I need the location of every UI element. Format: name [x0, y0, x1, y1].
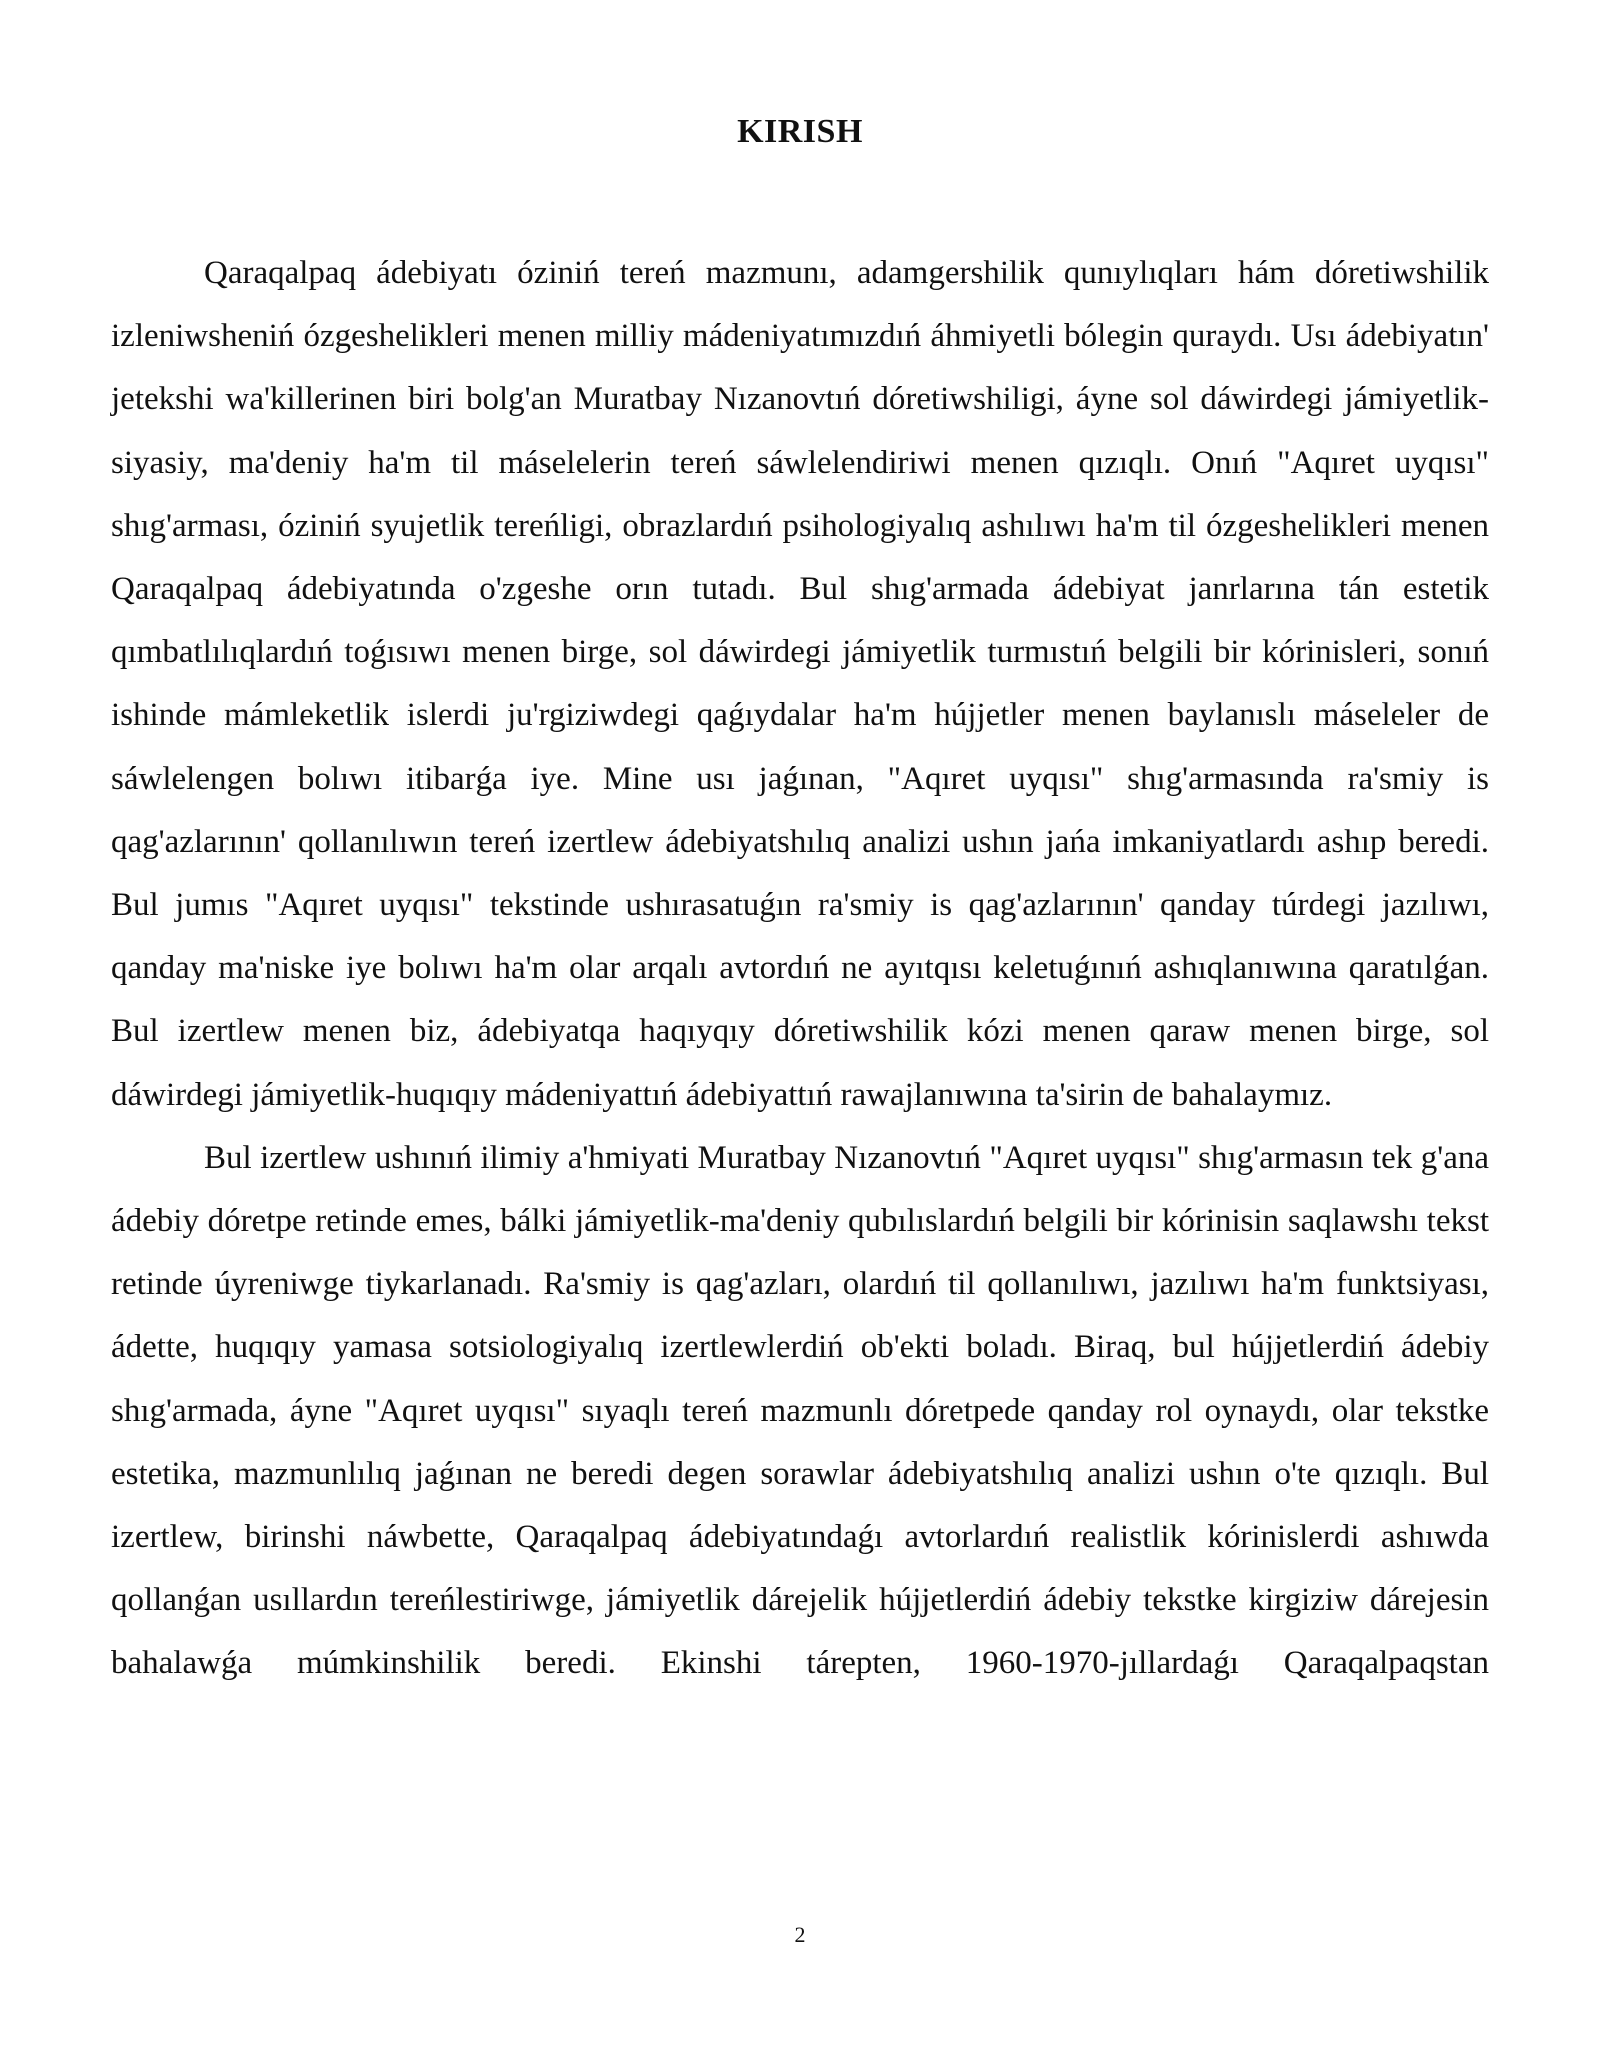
paragraph-scientific-importance: Bul izertlew ushınıń ilimiy a'hmiyati Muratbay Nızanovtıń "Aqıret uyqısı" shıg'armasın tek g'ana ádebiy dóretpe retinde emes, bálki jámiyetlik-ma'deniy qubılıslardıń belgili bir kórinisin saqlawshı tekst retinde úyreniwge tiykarlanadı. Ra'smiy is qag'azları, olardıń til qollanılıwı, jazılıwı ha'm funktsiyası, ádette, huqıqıy yamasa sotsiologiyalıq izertlewlerdiń ob'ekti boladı. Biraq, bul hújjetlerdiń ádebiy shıg'armada, áyne "Aqıret uyqısı" sıyaqlı tereń mazmunlı dóretpede qanday rol oynaydı, olar tekstke estetika, mazmunlılıq jaǵınan ne beredi degen sorawlar ádebiyatshılıq analizi ushın o'te qızıqlı. Bul izertlew, birinshi náwbette, Qaraqalpaq ádebiyatındaǵı avtorlardıń realistlik kórinislerdi ashıwda qollanǵan usıllardın tereńlestiriwge, jámiyetlik dárejelik hújjetlerdiń ádebiy tekstke kirgiziw dárejesin bahalawǵa múmkinshilik beredi. Ekinshi tárepten, 1960-1970-jıllardaǵı Qaraqalpaqstan — [111, 1139, 1489, 1682]
page-heading: KIRISH — [737, 113, 863, 150]
document-body — [111, 242, 1489, 1696]
page-number: 2 — [794, 1922, 806, 1947]
paragraph-introduction: Qaraqalpaq ádebiyatı óziniń tereń mazmunı, adamgershilik qunıylıqları hám dóretiwshilik izleniwsheniń ózgeshelikleri menen milliy mádeniyatımızdıń áhmiyetli bólegin quraydı. Usı ádebiyatın' jetekshi wa'killerinen biri bolg'an Muratbay Nızanovtıń dóretiwshiligi, áyne sol dáwirdegi jámiyetlik-siyasiy, ma'deniy ha'm til máselelerin tereń sáwlelendiriwi menen qızıqlı. Onıń "Aqıret uyqısı" shıg'arması, óziniń syujetlik tereńligi, obrazlardıń psihologiyalıq ashılıwı ha'm til ózgeshelikleri menen Qaraqalpaq ádebiyatında o'zgeshe orın tutadı. Bul shıg'armada ádebiyat janrlarına tán estetik qımbatlılıqlardıń toǵısıwı menen birge, sol dáwirdegi jámiyetlik turmıstıń belgili bir kórinisleri, sonıń ishinde mámleketlik islerdi ju'rgiziwdegi qaǵıydalar ha'm hújjetler menen baylanıslı máseleler de sáwlelengen bolıwı itibarǵa iye. Mine usı jaǵınan, "Aqıret uyqısı" shıg'armasında ra'smiy is qag'azlarının' qollanılıwın tereń izertlew ádebiyatshılıq analizi ushın jańa imkaniyatlardı ashıp beredi. Bul jumıs "Aqıret uyqısı" tekstinde ushırasatuǵın ra'smiy is qag'azlarının' qanday túrdegi jazılıwı, qanday ma'niske iye bolıwı ha'm olar arqalı avtordıń ne ayıtqısı keletuǵınıń ashıqlanıwına qaratılǵan. Bul izertlew menen biz, ádebiyatqa haqıyqıy dóretiwshilik kózi menen qaraw menen birge, sol dáwirdegi jámiyetlik-huqıqıy mádeniyattıń ádebiyattıń rawajlanıwına ta'sirin de bahalaymız. — [111, 255, 1489, 1113]
